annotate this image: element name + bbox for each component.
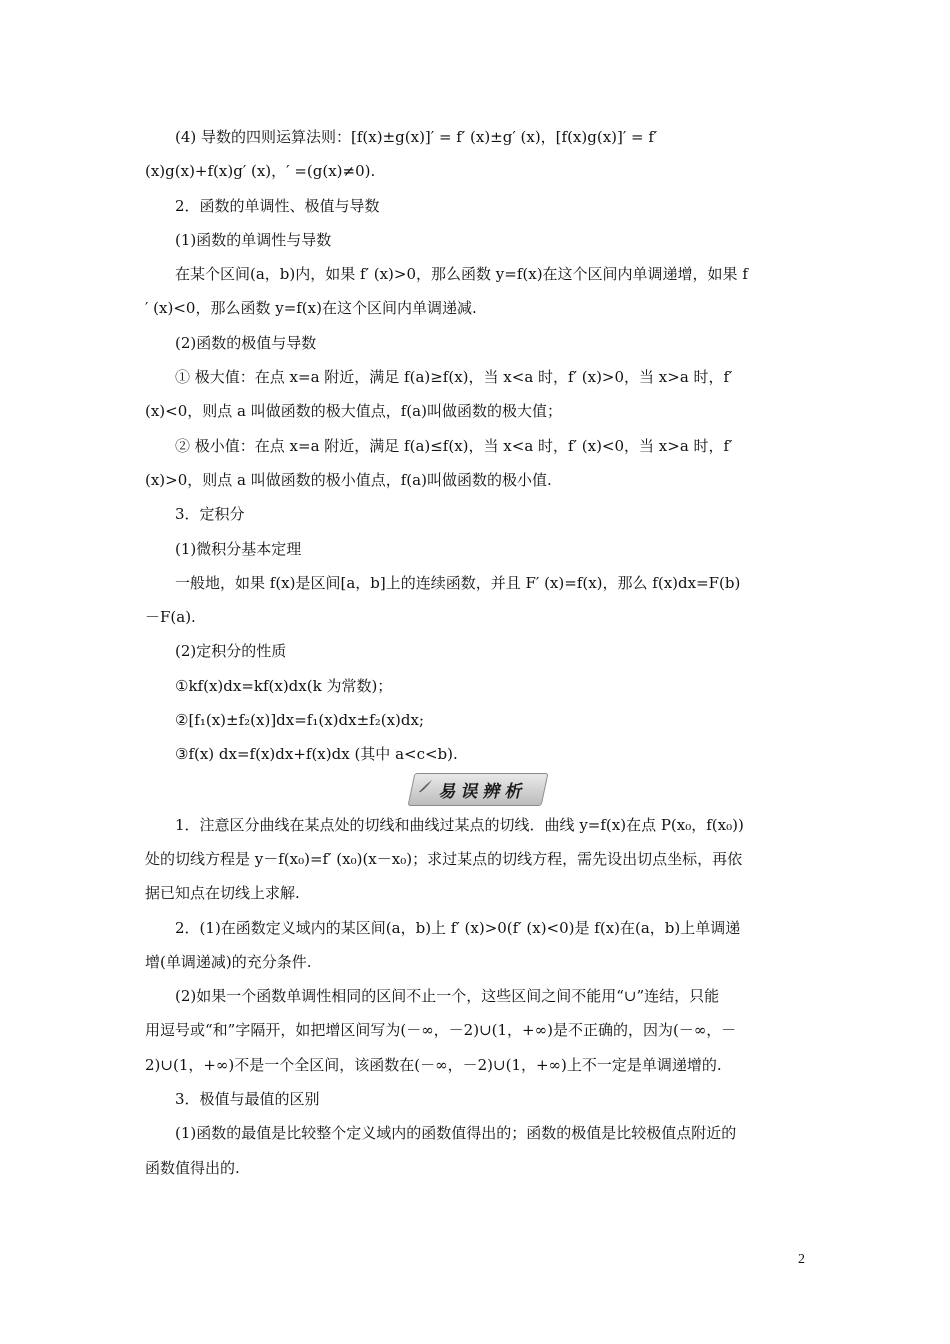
text-line: (1)函数的单调性与导数	[175, 230, 332, 249]
quill-icon	[417, 778, 434, 794]
text-line: (2)定积分的性质	[175, 642, 287, 661]
document-page	[145, 120, 810, 1185]
text-line: (4) 导数的四则运算法则：[f(x)±g(x)]′ = f′ (x)±g′ (x)，[f(x)g(x)]′ = f′	[175, 128, 658, 146]
text-line: ′ (x)<0，那么函数 y=f(x)在这个区间内单调递减.	[145, 299, 477, 318]
text-line: ① 极大值：在点 x=a 附近，满足 f(a)≥f(x)，当 x<a 时，f′ (x)>0，当 x>a 时，f′	[175, 368, 733, 387]
text-line: 3．极值与最值的区别	[175, 1090, 320, 1109]
text-line: 3．定积分	[175, 505, 245, 524]
text-line: ①kf(x)dx=kf(x)dx(k 为常数)；	[175, 676, 393, 695]
text-line: 函数值得出的.	[145, 1158, 240, 1177]
text-line: (x)>0，则点 a 叫做函数的极小值点，f(a)叫做函数的极小值.	[145, 470, 552, 489]
section-badge	[407, 773, 548, 806]
text-line: 一般地，如果 f(x)是区间[a，b]上的连续函数，并且 F′ (x)=f(x)，那么 f(x)dx=F(b)	[175, 573, 741, 592]
section-badge-label: 易误辨析	[436, 782, 530, 803]
text-line: －F(a).	[145, 608, 196, 627]
text-line: (1)微积分基本定理	[175, 539, 302, 558]
text-line: 增(单调递减)的充分条件.	[145, 952, 312, 971]
text-line: 2)∪(1，+∞)不是一个全区间，该函数在(－∞，－2)∪(1，+∞)上不一定是单调递增的.	[145, 1055, 722, 1074]
text-line: (2)函数的极值与导数	[175, 333, 317, 352]
text-line: (x)g(x)+f(x)g′ (x)，′ =(g(x)≠0).	[145, 162, 376, 181]
pitfalls-section	[145, 808, 810, 1185]
text-line: 2．(1)在函数定义域内的某区间(a，b)上 f′ (x)>0(f′ (x)<0)是 f(x)在(a，b)上单调递	[175, 918, 741, 937]
text-line: (2)如果一个函数单调性相同的区间不止一个，这些区间之间不能用“∪”连结，只能	[175, 987, 720, 1006]
text-line: ② 极小值：在点 x=a 附近，满足 f(a)≤f(x)，当 x<a 时，f′ (x)<0，当 x>a 时，f′	[175, 436, 733, 455]
text-line: 处的切线方程是 y－f(x₀)=f′ (x₀)(x－x₀)；求过某点的切线方程，需先设出切点坐标，再依	[145, 849, 743, 868]
text-line: 据已知点在切线上求解.	[145, 884, 300, 903]
text-line: 用逗号或“和”字隔开，如把增区间写为(－∞，－2)∪(1，+∞)是不正确的，因为(－∞，－	[145, 1021, 737, 1040]
page-number: 2	[798, 1252, 805, 1267]
text-line: 1．注意区分曲线在某点处的切线和曲线过某点的切线．曲线 y=f(x)在点 P(x₀，f(x₀))	[175, 815, 744, 834]
knowledge-section	[145, 120, 810, 772]
text-line: (x)<0，则点 a 叫做函数的极大值点，f(a)叫做函数的极大值；	[145, 402, 562, 421]
text-line: ③f(x) dx=f(x)dx+f(x)dx (其中 a<c<b).	[175, 745, 458, 764]
text-line: (1)函数的最值是比较整个定义域内的函数值得出的；函数的极值是比较极值点附近的	[175, 1124, 737, 1143]
text-line: 2．函数的单调性、极值与导数	[175, 196, 380, 215]
text-line: ②[f₁(x)±f₂(x)]dx=f₁(x)dx±f₂(x)dx;	[175, 711, 425, 730]
text-line: 在某个区间(a，b)内，如果 f′ (x)>0，那么函数 y=f(x)在这个区间内单调递增，如果 f	[175, 265, 748, 284]
section-divider	[145, 772, 810, 808]
